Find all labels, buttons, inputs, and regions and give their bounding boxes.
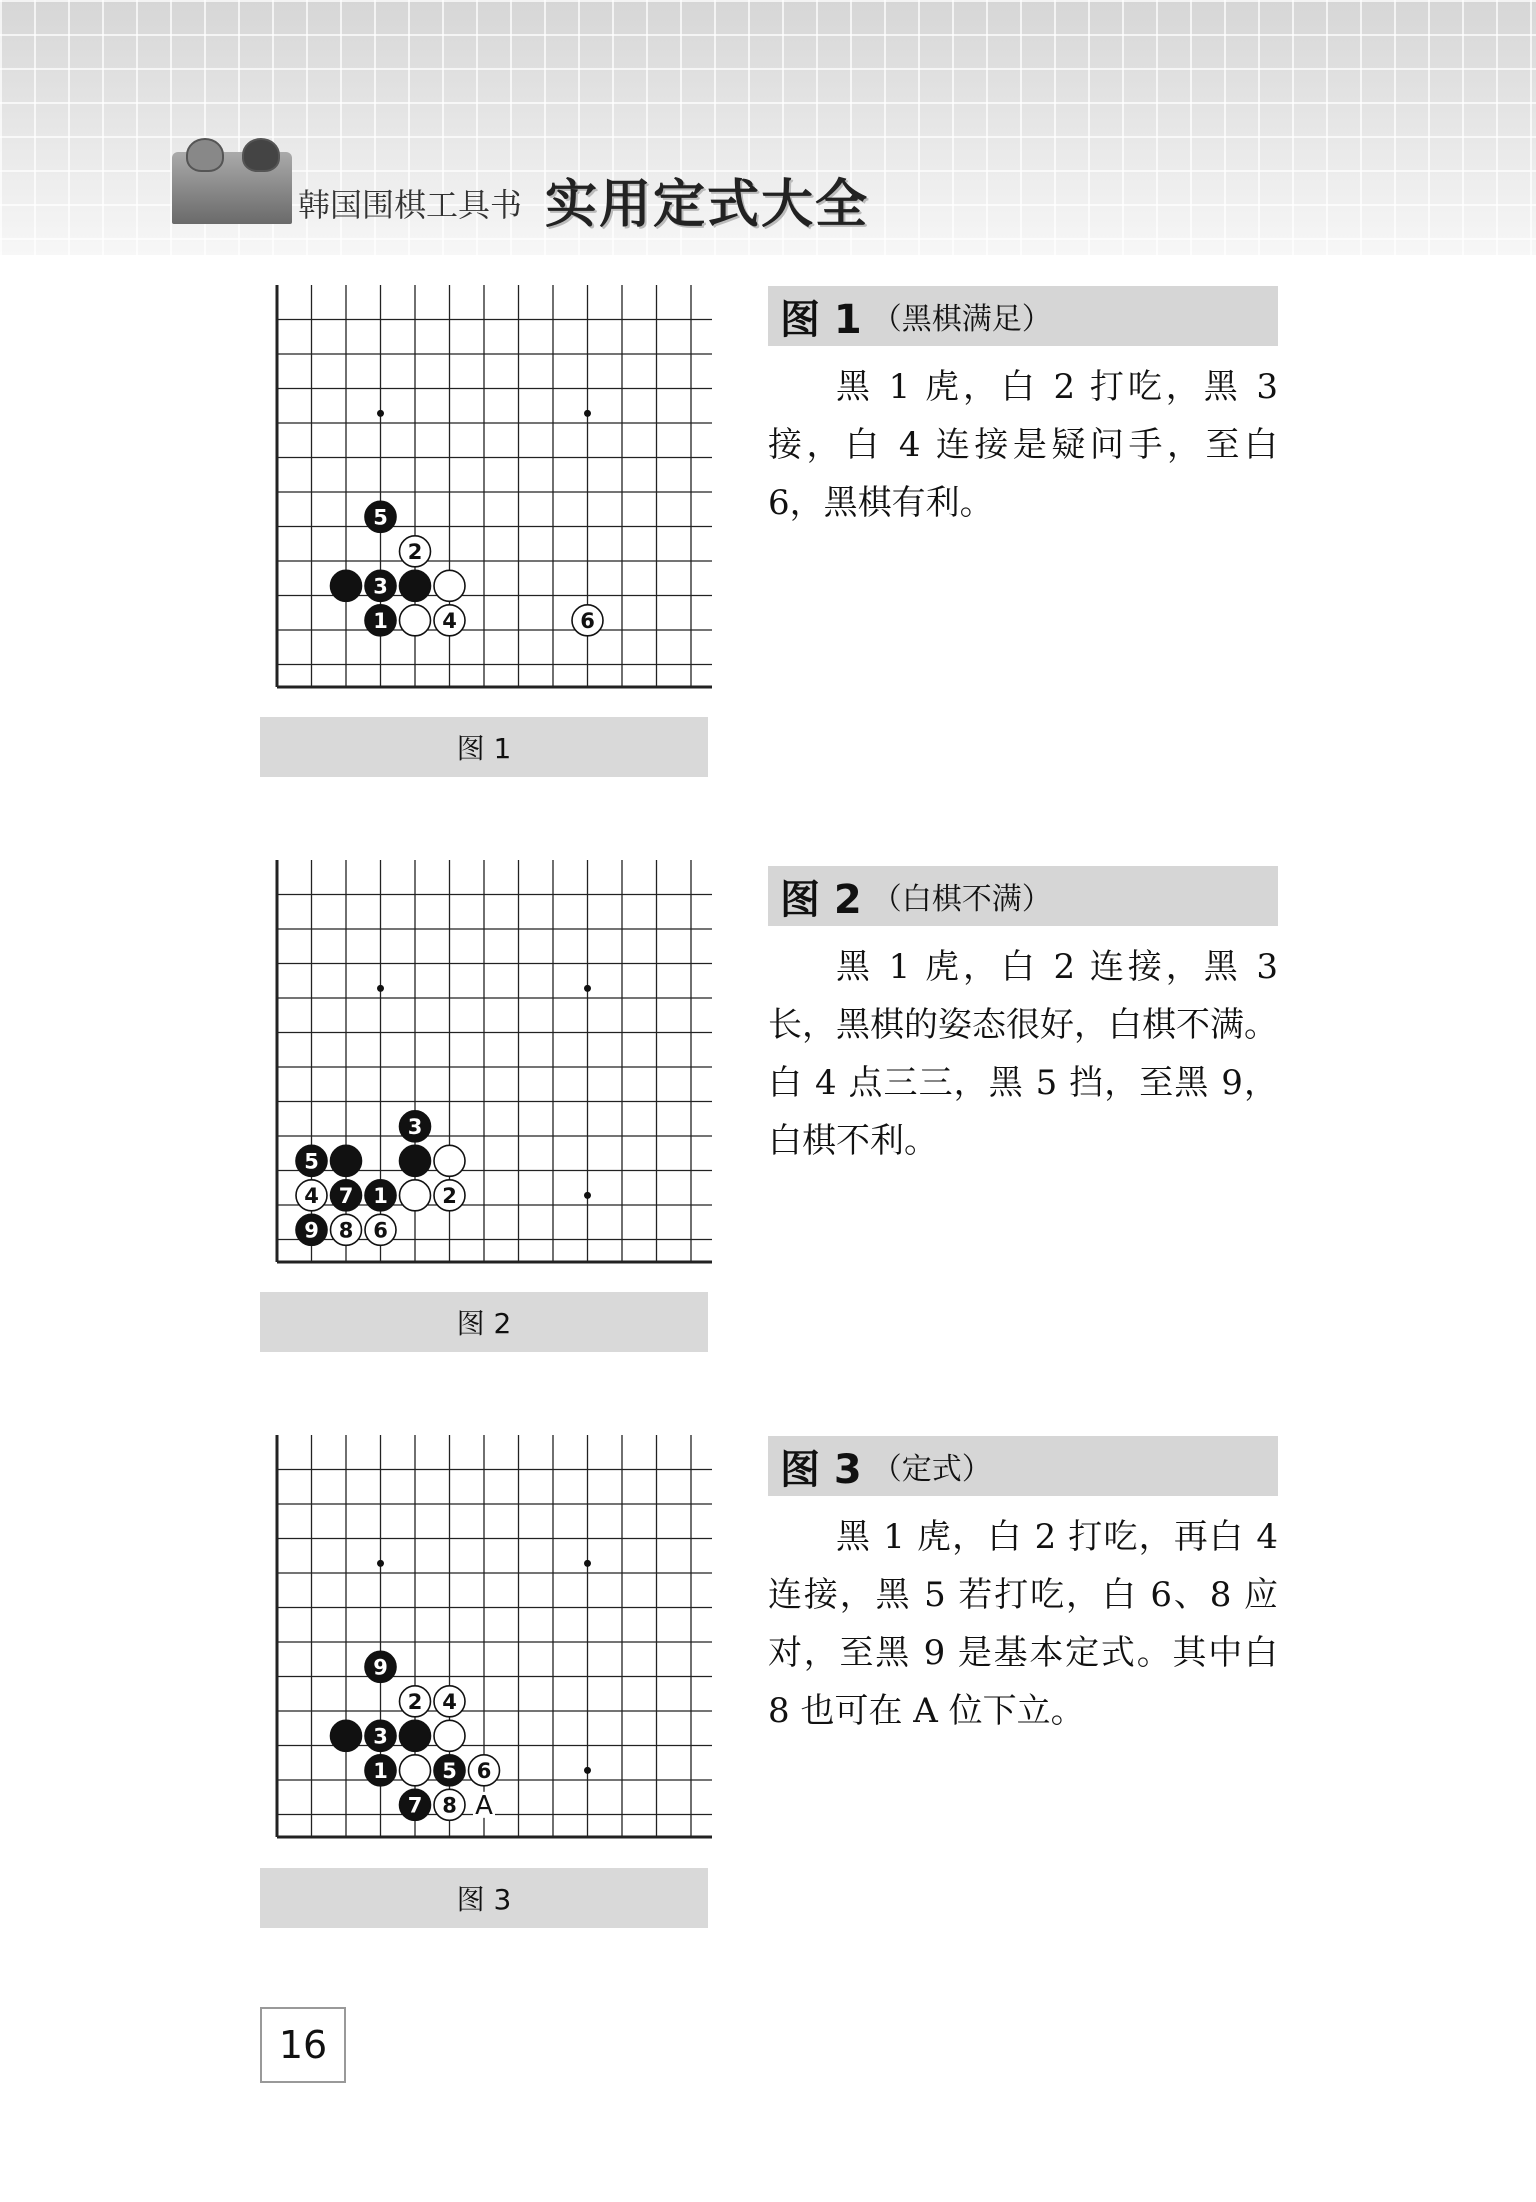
figure-caption-3: 图 3 bbox=[260, 1868, 708, 1928]
black-stone bbox=[331, 1145, 362, 1176]
figure-heading-1 bbox=[768, 286, 1278, 346]
star-point bbox=[584, 410, 591, 417]
grid-lines bbox=[277, 285, 712, 687]
white-stone bbox=[434, 1720, 465, 1751]
figure-caption-1: 图 1 bbox=[260, 717, 708, 777]
black-stone bbox=[365, 501, 396, 532]
move-number: 1 bbox=[373, 1758, 388, 1783]
figure-subtitle: （黑棋满足） bbox=[871, 302, 1052, 337]
white-stone bbox=[434, 1686, 465, 1717]
white-stone bbox=[331, 1214, 362, 1245]
black-stone bbox=[400, 1111, 431, 1142]
white-stone bbox=[434, 570, 465, 601]
black-stone bbox=[434, 1755, 465, 1786]
move-number: 9 bbox=[373, 1655, 388, 1680]
white-stone bbox=[572, 605, 603, 636]
move-number: 2 bbox=[442, 1183, 457, 1208]
white-stone bbox=[434, 1789, 465, 1820]
figure-caption-2: 图 2 bbox=[260, 1292, 708, 1352]
move-number: 7 bbox=[407, 1793, 423, 1818]
go-board-2 bbox=[262, 860, 712, 1290]
star-point bbox=[377, 410, 384, 417]
black-stone bbox=[400, 1789, 431, 1820]
move-number: 4 bbox=[304, 1183, 319, 1208]
black-stone bbox=[400, 570, 431, 601]
go-bowls-logo-icon bbox=[172, 152, 292, 224]
black-stone bbox=[331, 570, 362, 601]
black-stone bbox=[365, 1720, 396, 1751]
star-point bbox=[377, 1560, 384, 1567]
figure-text-1 bbox=[768, 358, 1278, 532]
move-number: 3 bbox=[373, 1724, 388, 1749]
figure-paragraph: 黑 1 虎，白 2 打吃，再白 4 连接，黑 5 若打吃，白 6、8 应对，至黑 9 是基本定式。其中白 8 也可在 A 位下立。 bbox=[768, 1517, 1278, 1731]
move-number: 8 bbox=[442, 1793, 457, 1818]
white-stone bbox=[400, 605, 431, 636]
move-number: 4 bbox=[442, 1689, 457, 1714]
black-stone bbox=[365, 605, 396, 636]
black-stone bbox=[400, 1145, 431, 1176]
move-number: 1 bbox=[373, 1183, 388, 1208]
star-point bbox=[584, 1560, 591, 1567]
black-stone bbox=[400, 1720, 431, 1751]
move-number: 4 bbox=[442, 608, 457, 633]
figure-subtitle: （白棋不满） bbox=[871, 882, 1052, 917]
figure-heading-label: 图 2 bbox=[780, 876, 862, 923]
black-stone bbox=[365, 570, 396, 601]
move-number: 2 bbox=[407, 539, 423, 564]
go-board-1 bbox=[262, 285, 712, 715]
figure-text-2 bbox=[768, 938, 1278, 1170]
star-point bbox=[377, 985, 384, 992]
figure-paragraph: 黑 1 虎，白 2 连接，黑 3 长，黑棋的姿态很好，白棋不满。白 4 点三三，黑 5 挡，至黑 9，白棋不利。 bbox=[768, 947, 1278, 1161]
go-board-3 bbox=[262, 1435, 712, 1865]
figure-heading-label: 图 1 bbox=[780, 296, 862, 343]
black-stone bbox=[365, 1651, 396, 1682]
figure-paragraph: 黑 1 虎，白 2 打吃，黑 3 接，白 4 连接是疑问手，至白 6，黑棋有利。 bbox=[768, 367, 1278, 523]
move-number: 6 bbox=[373, 1218, 388, 1243]
white-stone bbox=[469, 1755, 500, 1786]
figure-subtitle: （定式） bbox=[871, 1452, 992, 1487]
page-header bbox=[0, 0, 1536, 255]
black-stone bbox=[296, 1145, 327, 1176]
move-number: 6 bbox=[580, 608, 595, 633]
move-number: 3 bbox=[373, 574, 388, 599]
black-stone bbox=[365, 1180, 396, 1211]
white-stone bbox=[400, 536, 431, 567]
page-number: 16 bbox=[260, 2007, 346, 2083]
move-number: 2 bbox=[407, 1689, 423, 1714]
move-number: 5 bbox=[304, 1149, 319, 1174]
move-number: 7 bbox=[338, 1183, 354, 1208]
move-number: 1 bbox=[373, 608, 388, 633]
white-stone bbox=[365, 1214, 396, 1245]
figure-heading-label: 图 3 bbox=[780, 1446, 862, 1493]
move-number: 5 bbox=[442, 1758, 457, 1783]
move-number: 5 bbox=[373, 505, 388, 530]
white-stone bbox=[434, 605, 465, 636]
move-number: 6 bbox=[476, 1758, 492, 1783]
black-stone bbox=[365, 1755, 396, 1786]
move-number: 8 bbox=[338, 1218, 354, 1243]
move-number: 9 bbox=[304, 1218, 319, 1243]
figure-text-3 bbox=[768, 1508, 1278, 1740]
figure-heading-3 bbox=[768, 1436, 1278, 1496]
white-stone bbox=[400, 1686, 431, 1717]
white-stone bbox=[434, 1180, 465, 1211]
point-mark: A bbox=[475, 1790, 493, 1821]
figure-heading-2 bbox=[768, 866, 1278, 926]
star-point bbox=[584, 1192, 591, 1199]
black-stone bbox=[331, 1180, 362, 1211]
series-title: 韩国围棋工具书 bbox=[298, 186, 523, 224]
black-stone bbox=[331, 1720, 362, 1751]
black-stone bbox=[296, 1214, 327, 1245]
book-title: 实用定式大全 bbox=[545, 175, 870, 235]
white-stone bbox=[400, 1180, 431, 1211]
white-stone bbox=[400, 1755, 431, 1786]
move-number: 3 bbox=[407, 1114, 423, 1139]
white-stone bbox=[296, 1180, 327, 1211]
star-point bbox=[584, 1767, 591, 1774]
white-stone bbox=[434, 1145, 465, 1176]
star-point bbox=[584, 985, 591, 992]
